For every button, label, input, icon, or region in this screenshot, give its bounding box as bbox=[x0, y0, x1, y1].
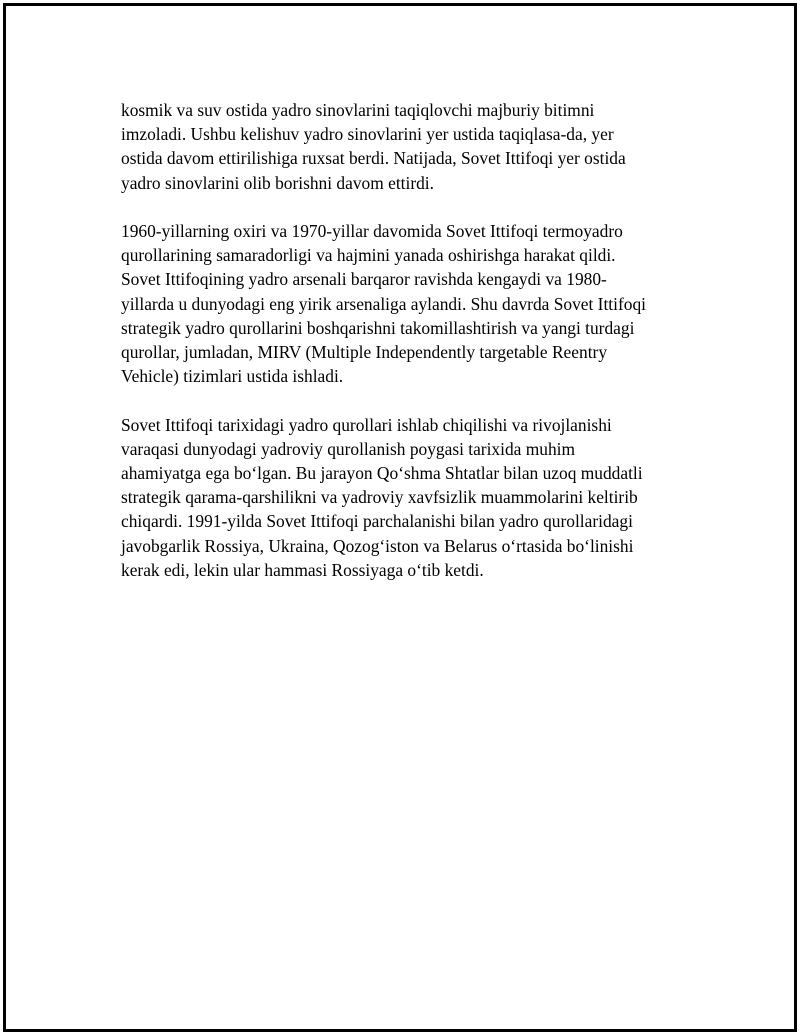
paragraph-3 bbox=[121, 413, 681, 582]
text-line: varaqasi dunyodagi yadroviy qurollanish poygasi tarixida muhim bbox=[121, 438, 575, 459]
text-line: kosmik va suv ostida yadro sinovlarini taqiqlovchi majburiy bitimni bbox=[121, 100, 595, 120]
paragraph-1 bbox=[121, 98, 681, 195]
text-line: qurollar, jumladan, MIRV (Multiple Independently targetable Reentry bbox=[121, 342, 608, 363]
text-line: kerak edi, lekin ular hammasi Rossiyaga o‘tib ketdi. bbox=[121, 559, 484, 580]
text-line: Vehicle) tizimlari ustida ishladi. bbox=[121, 366, 344, 387]
text-line: strategik yadro qurollarini boshqarishni takomillashtirish va yangi turdagi bbox=[121, 317, 635, 338]
text-line: javobgarlik Rossiya, Ukraina, Qozog‘iston va Belarus o‘rtasida bo‘linishi bbox=[121, 535, 634, 556]
text-line: ostida davom ettirilishiga ruxsat berdi. Natijada, Sovet Ittifoqi yer ostida bbox=[121, 148, 626, 169]
text-line: yillarda u dunyodagi eng yirik arsenaliga aylandi. Shu davrda Sovet Ittifoqi bbox=[121, 293, 646, 314]
document-body bbox=[121, 98, 681, 606]
text-line: yadro sinovlarini olib borishni davom ettirdi. bbox=[121, 172, 434, 193]
document-page bbox=[3, 3, 797, 1032]
text-line: strategik qarama-qarshilikni va yadroviy xavfsizlik muammolarini keltirib bbox=[121, 487, 638, 508]
text-line: chiqardi. 1991-yilda Sovet Ittifoqi parchalanishi bilan yadro qurollaridagi bbox=[121, 511, 633, 532]
text-line: Sovet Ittifoqining yadro arsenali barqaror ravishda kengaydi va 1980- bbox=[121, 269, 607, 290]
text-line: qurollarining samaradorligi va hajmini yanada oshirishga harakat qildi. bbox=[121, 245, 616, 266]
text-line: 1960-yillarning oxiri va 1970-yillar davomida Sovet Ittifoqi termoyadro bbox=[121, 221, 623, 241]
text-line: ahamiyatga ega bo‘lgan. Bu jarayon Qo‘shma Shtatlar bilan uzoq muddatli bbox=[121, 463, 643, 484]
text-line: imzoladi. Ushbu kelishuv yadro sinovlarini yer ustida taqiqlasa-da, yer bbox=[121, 124, 614, 145]
text-line: Sovet Ittifoqi tarixidagi yadro qurollari ishlab chiqilishi va rivojlanishi bbox=[121, 414, 612, 435]
paragraph-2 bbox=[121, 219, 681, 388]
